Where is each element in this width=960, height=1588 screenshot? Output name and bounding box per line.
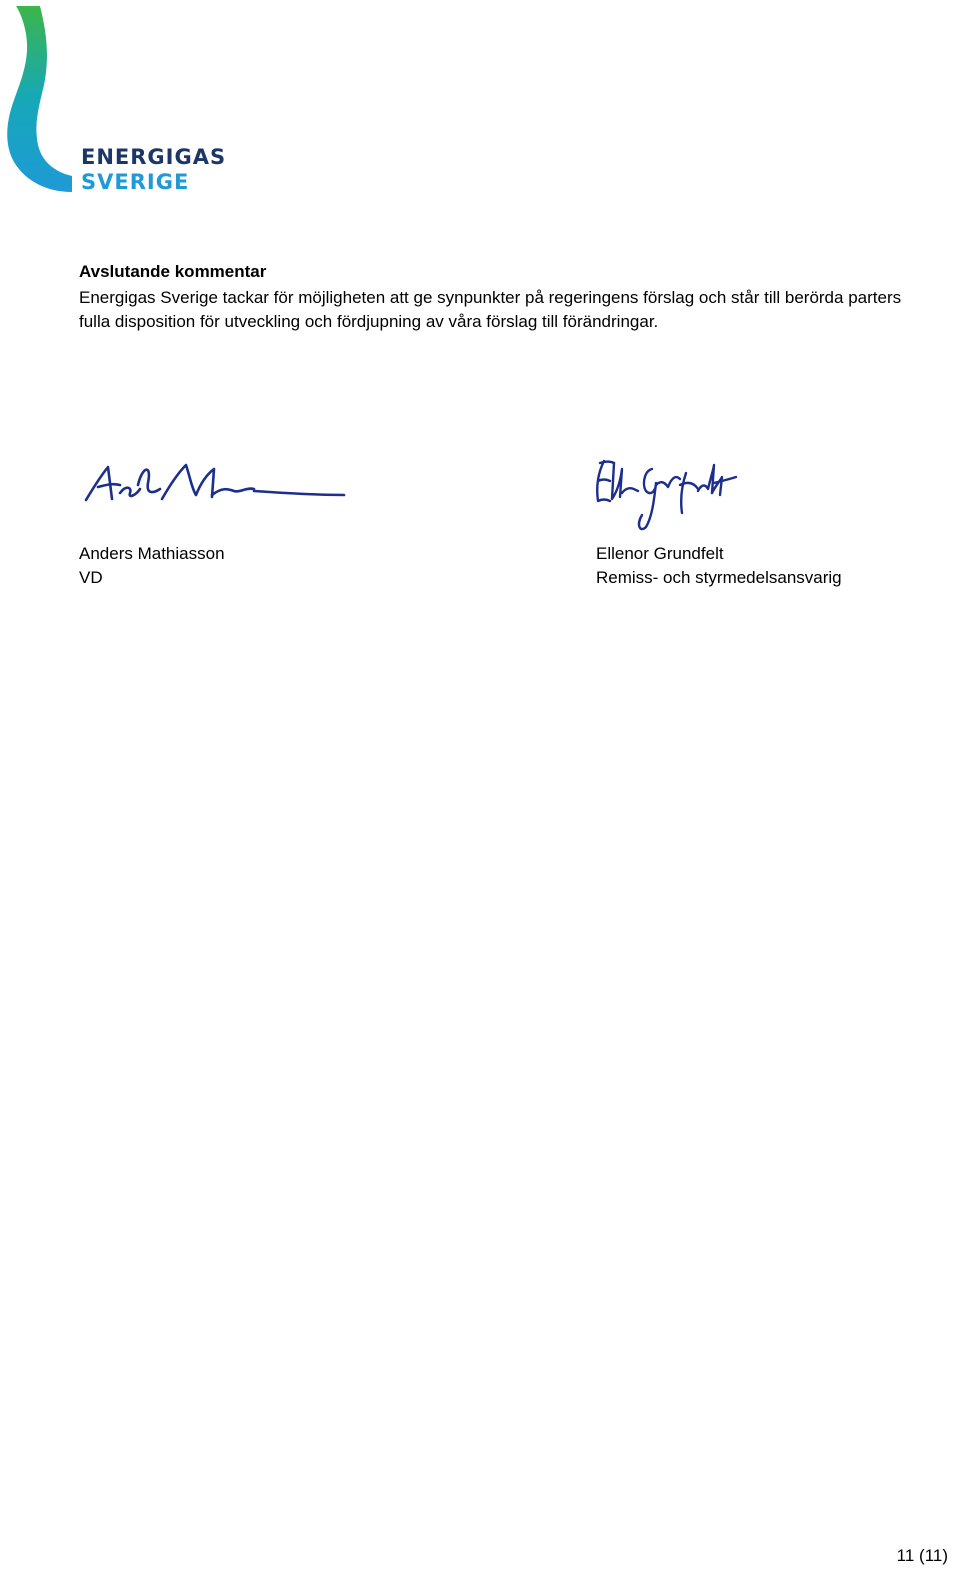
signature-anders-mathiasson xyxy=(82,455,352,515)
signatory-name-2: Ellenor Grundfelt xyxy=(596,544,724,563)
signatory-role-1: VD xyxy=(79,568,103,587)
section-heading: Avslutande kommentar xyxy=(79,262,267,281)
logo-swoosh-icon xyxy=(0,0,80,200)
section-body: Energigas Sverige tackar för möjligheten att ge synpunkter på regeringens förslag och står till berörda parters fulla disposition för utveckling och fördjupning av våra förslag till förändringar. xyxy=(79,288,902,331)
signature-ellenor-grundfelt xyxy=(590,455,740,540)
energigas-sverige-logo xyxy=(0,0,240,200)
signatory-role-2: Remiss- och styrmedelsansvarig xyxy=(596,568,842,587)
signatory-name-1: Anders Mathiasson xyxy=(79,544,225,563)
logo-text-energigas: ENERGIGAS xyxy=(81,145,227,169)
page-number: 11 (11) xyxy=(896,1546,948,1565)
logo-text-sverige: SVERIGE xyxy=(81,170,190,194)
